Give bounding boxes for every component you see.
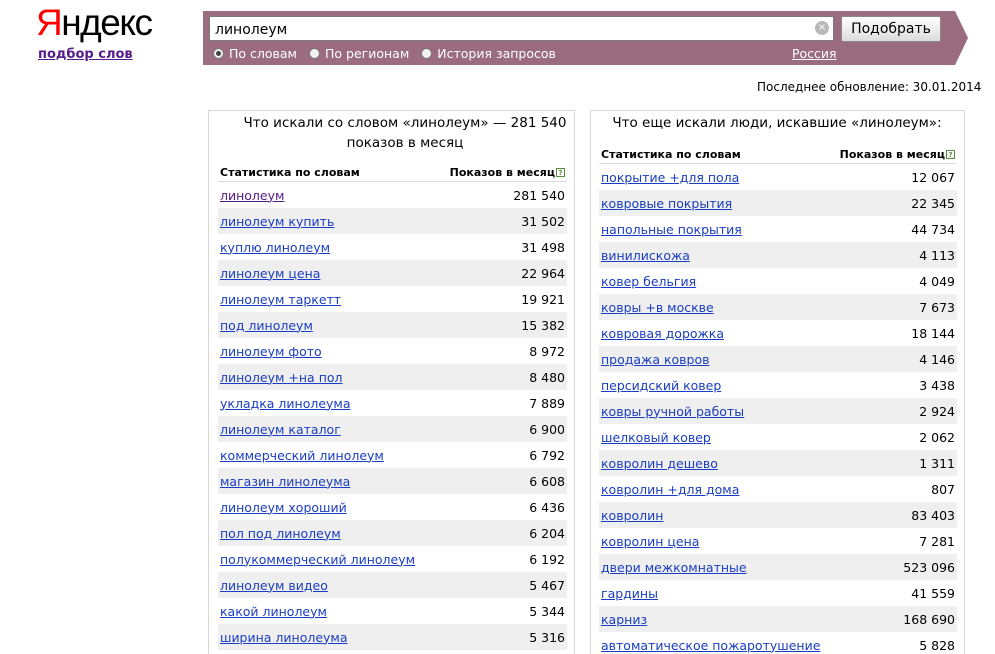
- left-panel-title: Что искали со словом «линолеум» — 281 540 показов в месяц: [243, 115, 567, 151]
- table-row: [218, 364, 567, 390]
- submit-button[interactable]: Подобрать: [841, 16, 941, 42]
- shows-count: 8 972: [529, 343, 565, 359]
- shows-count: 83 403: [911, 507, 955, 523]
- keyword-link[interactable]: продажа ковров: [601, 351, 710, 367]
- column-header-keyword: Статистика по словам: [220, 165, 360, 179]
- radio-checked-icon[interactable]: [213, 48, 224, 59]
- column-header-keyword: Статистика по словам: [601, 147, 741, 161]
- table-row: [599, 424, 957, 450]
- shows-count: 8 480: [529, 369, 565, 385]
- keyword-link[interactable]: ковролин цена: [601, 533, 700, 549]
- search-bar-arrow: [955, 11, 968, 65]
- shows-count: 1 311: [919, 455, 955, 471]
- keyword-link[interactable]: ковролин дешево: [601, 455, 718, 471]
- table-row: [599, 580, 957, 606]
- shows-count: 7 281: [919, 533, 955, 549]
- right-table: [599, 145, 957, 654]
- shows-count: 4 146: [919, 351, 955, 367]
- shows-count: 168 690: [903, 611, 955, 627]
- left-table: [218, 163, 567, 650]
- keyword-link[interactable]: ковровые покрытия: [601, 195, 733, 211]
- shows-count: 5 316: [529, 629, 565, 645]
- table-row: [218, 416, 567, 442]
- table-row: [599, 294, 957, 320]
- keyword-link[interactable]: персидский ковер: [601, 377, 722, 393]
- radio-by-words[interactable]: [213, 46, 297, 61]
- shows-count: 807: [931, 481, 955, 497]
- shows-count: 4 049: [919, 273, 955, 289]
- keyword-link[interactable]: линолеум цена: [220, 265, 321, 281]
- shows-count: 6 192: [529, 551, 565, 567]
- table-row: [599, 216, 957, 242]
- table-row: [599, 346, 957, 372]
- radio-label: По словам: [229, 46, 297, 61]
- keyword-link[interactable]: двери межкомнатные: [601, 559, 747, 575]
- keyword-link[interactable]: линолеум хороший: [220, 499, 347, 515]
- keyword-link[interactable]: укладка линолеума: [220, 395, 351, 411]
- shows-count: 44 734: [911, 221, 955, 237]
- keyword-link[interactable]: гардины: [601, 585, 658, 601]
- keyword-link[interactable]: ковры ручной работы: [601, 403, 745, 419]
- keyword-link[interactable]: напольные покрытия: [601, 221, 742, 237]
- keyword-link[interactable]: автоматическое пожаротушение: [601, 637, 821, 653]
- keyword-link[interactable]: карниз: [601, 611, 648, 627]
- shows-count: 7 673: [919, 299, 955, 315]
- table-row: [218, 442, 567, 468]
- shows-count: 3 438: [919, 377, 955, 393]
- keyword-link[interactable]: ковер бельгия: [601, 273, 697, 289]
- shows-count: 2 924: [919, 403, 955, 419]
- shows-count: 5 828: [919, 637, 955, 653]
- shows-count: 22 345: [911, 195, 955, 211]
- keyword-link[interactable]: линолеум купить: [220, 213, 335, 229]
- keyword-link[interactable]: пол под линолеум: [220, 525, 341, 541]
- keyword-link[interactable]: линолеум каталог: [220, 421, 341, 437]
- table-row: [599, 190, 957, 216]
- table-header: [218, 163, 567, 182]
- radio-unchecked-icon[interactable]: [421, 48, 432, 59]
- radio-label: По регионам: [325, 46, 410, 61]
- table-row: [218, 312, 567, 338]
- radio-label: История запросов: [437, 46, 556, 61]
- right-panel: [590, 110, 965, 654]
- shows-count: 12 067: [911, 169, 955, 185]
- table-row: [599, 554, 957, 580]
- logo-first-letter: Я: [36, 2, 62, 43]
- keyword-link[interactable]: ковролин: [601, 507, 664, 523]
- table-row: [218, 286, 567, 312]
- column-header-shows-label: Показов в месяц: [839, 147, 945, 161]
- table-row: [218, 546, 567, 572]
- table-header: [599, 145, 957, 164]
- table-row: [599, 528, 957, 554]
- left-panel: [208, 110, 575, 654]
- table-row: [218, 572, 567, 598]
- shows-count: 15 382: [521, 317, 565, 333]
- shows-count: 18 144: [911, 325, 955, 341]
- shows-count: 5 467: [529, 577, 565, 593]
- keyword-link[interactable]: куплю линолеум: [220, 239, 331, 255]
- column-header-shows: [450, 166, 565, 179]
- right-rows: [599, 164, 957, 654]
- shows-count: 6 900: [529, 421, 565, 437]
- shows-count: 19 921: [521, 291, 565, 307]
- keyword-link[interactable]: шелковый ковер: [601, 429, 711, 445]
- right-panel-title: Что еще искали люди, искавшие «линолеум»:: [612, 115, 942, 131]
- keyword-link[interactable]: под линолеум: [220, 317, 313, 333]
- help-icon[interactable]: ?: [556, 168, 565, 177]
- wordstat-link[interactable]: подбор слов: [38, 47, 133, 62]
- keyword-link[interactable]: полукоммерческий линолеум: [220, 551, 416, 567]
- shows-count: 6 792: [529, 447, 565, 463]
- shows-count: 281 540: [513, 187, 565, 203]
- keyword-link[interactable]: какой линолеум: [220, 603, 327, 619]
- shows-count: 22 964: [521, 265, 565, 281]
- radio-by-regions[interactable]: [309, 46, 409, 61]
- table-row: [599, 164, 957, 190]
- keyword-link[interactable]: магазин линолеума: [220, 473, 351, 489]
- logo-wordmark[interactable]: [36, 2, 152, 44]
- table-row: [599, 450, 957, 476]
- keyword-link[interactable]: ковры +в москве: [601, 299, 714, 315]
- table-row: [218, 494, 567, 520]
- table-row: [218, 260, 567, 286]
- keyword-link[interactable]: линолеум +на пол: [220, 369, 343, 385]
- keyword-link[interactable]: ковролин +для дома: [601, 481, 740, 497]
- shows-count: 6 608: [529, 473, 565, 489]
- table-row: [599, 320, 957, 346]
- shows-count: 31 502: [521, 213, 565, 229]
- table-row: [599, 242, 957, 268]
- table-row: [599, 268, 957, 294]
- search-mode-radios: [213, 46, 556, 61]
- table-row: [218, 624, 567, 650]
- logo-rest: ндекс: [61, 2, 152, 43]
- search-input[interactable]: [209, 16, 834, 41]
- table-row: [599, 398, 957, 424]
- table-row: [218, 598, 567, 624]
- shows-count: 6 436: [529, 499, 565, 515]
- shows-count: 41 559: [911, 585, 955, 601]
- left-rows: [218, 182, 567, 650]
- keyword-link[interactable]: линолеум фото: [220, 343, 322, 359]
- keyword-link[interactable]: линолеум: [220, 187, 285, 203]
- table-row: [218, 338, 567, 364]
- keyword-link[interactable]: коммерческий линолеум: [220, 447, 384, 463]
- column-header-shows-label: Показов в месяц: [449, 165, 555, 179]
- table-row: [599, 606, 957, 632]
- radio-query-history[interactable]: [421, 46, 556, 61]
- table-row: [218, 234, 567, 260]
- column-header-shows: [840, 148, 955, 161]
- region-link[interactable]: Россия: [792, 46, 837, 61]
- shows-count: 4 113: [919, 247, 955, 263]
- keyword-link[interactable]: винилискожа: [601, 247, 690, 263]
- keyword-link[interactable]: линолеум таркетт: [220, 291, 342, 307]
- clear-icon[interactable]: ×: [815, 21, 829, 35]
- yandex-logo[interactable]: [36, 2, 152, 62]
- help-icon[interactable]: ?: [946, 150, 955, 159]
- shows-count: 6 204: [529, 525, 565, 541]
- keyword-link[interactable]: линолеум видео: [220, 577, 328, 593]
- table-row: [599, 372, 957, 398]
- table-row: [599, 502, 957, 528]
- keyword-link[interactable]: покрытие +для пола: [601, 169, 740, 185]
- shows-count: 523 096: [903, 559, 955, 575]
- table-row: [218, 208, 567, 234]
- shows-count: 7 889: [529, 395, 565, 411]
- radio-unchecked-icon[interactable]: [309, 48, 320, 59]
- table-row: [218, 182, 567, 208]
- table-row: [599, 632, 957, 654]
- table-row: [218, 468, 567, 494]
- last-update: Последнее обновление: 30.01.2014: [757, 80, 982, 94]
- table-row: [599, 476, 957, 502]
- table-row: [218, 520, 567, 546]
- keyword-link[interactable]: ширина линолеума: [220, 629, 348, 645]
- shows-count: 5 344: [529, 603, 565, 619]
- shows-count: 31 498: [521, 239, 565, 255]
- table-row: [218, 390, 567, 416]
- keyword-link[interactable]: ковровая дорожка: [601, 325, 725, 341]
- shows-count: 2 062: [919, 429, 955, 445]
